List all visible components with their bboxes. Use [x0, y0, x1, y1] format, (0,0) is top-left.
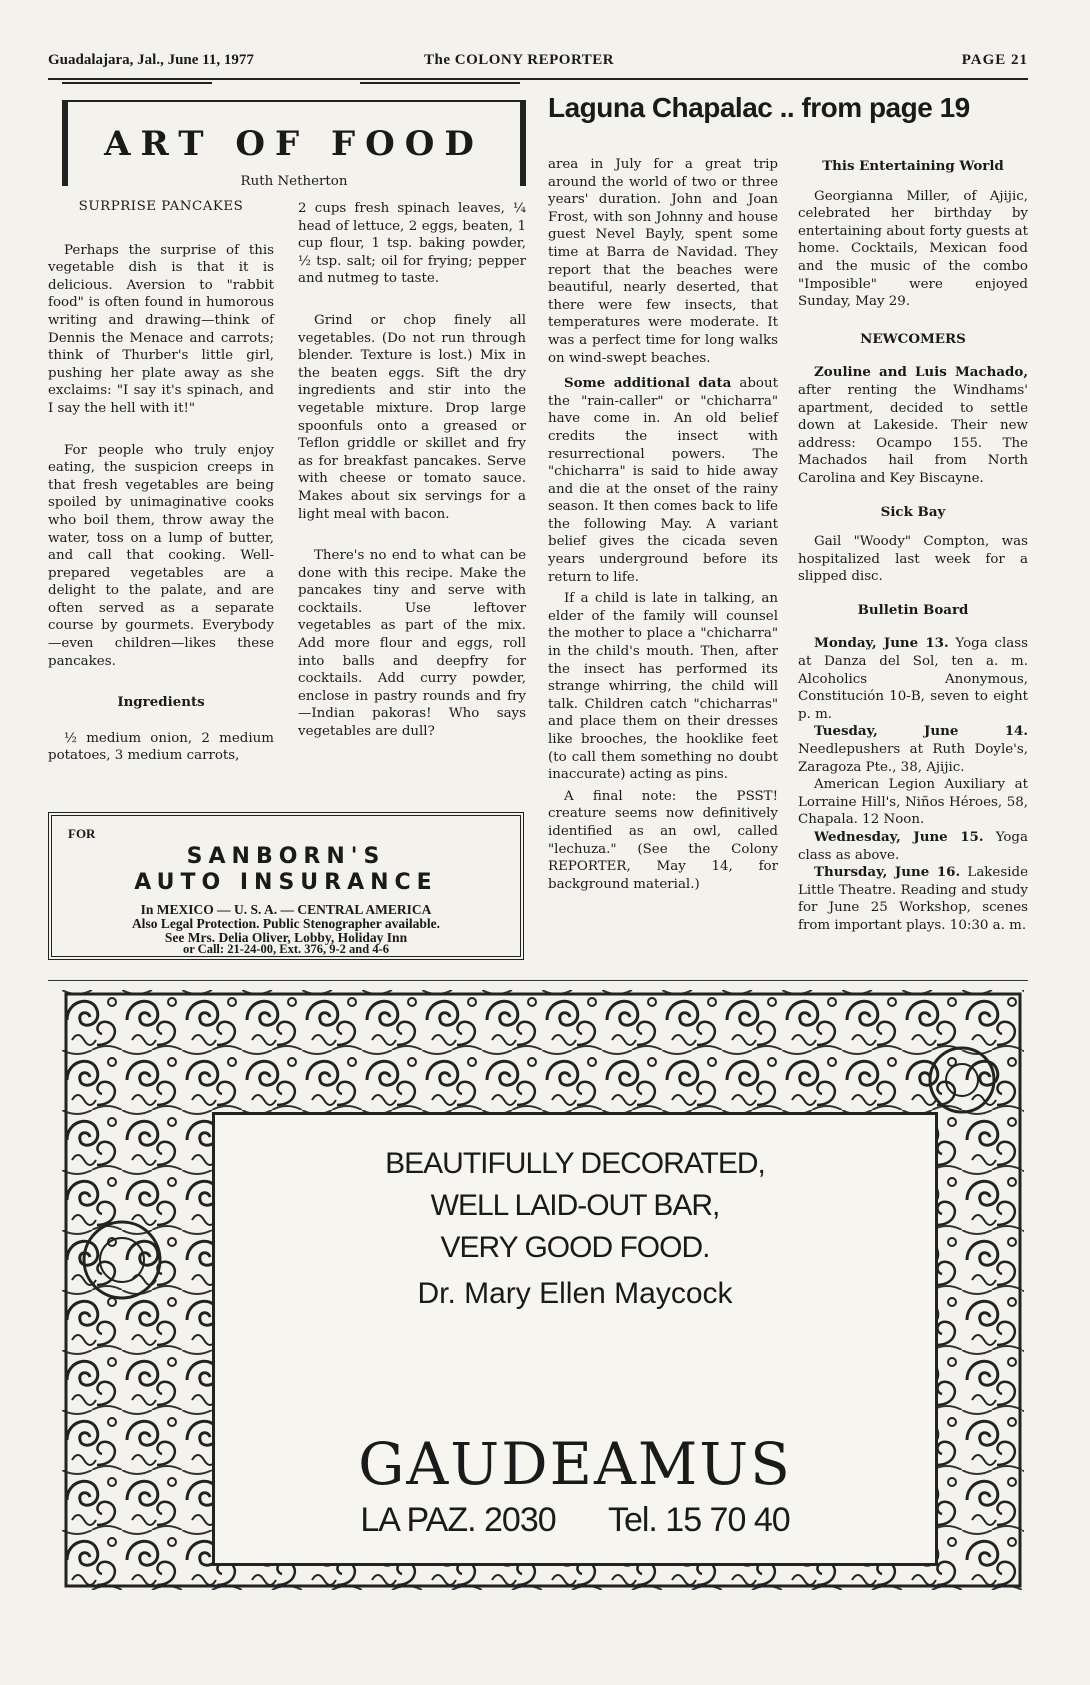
paragraph: 2 cups fresh spinach leaves, ¼ head of lettuce, 2 eggs, beaten, 1 cup flour, 1 tsp. baking powder, ½ tsp. salt; oil for frying; pepper and nutmeg to taste.	[298, 201, 526, 287]
laguna-headline: Laguna Chapalac .. from page 19	[548, 92, 970, 123]
paragraph: There's no end to what can be done with this recipe. Make the pancakes tiny and serve with cocktails. Use leftover vegetables as part of the mix. Add more flour and eggs, roll into balls and deepfry for cocktails. Add curry powder, enclose in pastry rounds and fry—Indian pakoras! Who says vegetables are dull?	[298, 548, 526, 740]
sanborns-ad	[48, 812, 524, 960]
byline-rule-left	[62, 82, 212, 84]
bulletin-text: Yoga class as above.	[798, 830, 1028, 863]
paragraph: A final note: the PSST! creature seems now definitively identified as an owl, called "lechuza." (See the Colony REPORTER, May 14, for background material.)	[548, 788, 778, 892]
ad-company-name: SANBORN'S	[186, 844, 386, 869]
ad-phone: Tel. 15 70 40	[607, 1501, 790, 1539]
paper-name: The COLONY REPORTER	[424, 52, 615, 68]
paragraph-lead: Some additional data	[564, 375, 732, 392]
ad-slogan: WELL LAID-OUT BAR,	[430, 1189, 720, 1222]
bulletin-item	[798, 723, 1028, 776]
art-of-food-column-1	[48, 196, 274, 777]
bulletin-date: Wednesday, June 15.	[814, 829, 984, 845]
paragraph: area in July for a great trip around the world of two or three years' duration. John and Joan Frost, with son Johnny and house guest Nevel Bayly, spent some time at Barra de Navidad. They report that the beaches were beautiful, nearly deserted, that there were few insects, that temperatures were moderate. It was a perfect time for long walks on wind-swept beaches.	[548, 157, 778, 366]
ad-slogan: BEAUTIFULLY DECORATED,	[385, 1147, 765, 1180]
byline-rule-right	[360, 82, 520, 84]
masthead	[48, 52, 1028, 80]
page-number: PAGE 21	[961, 52, 1028, 68]
paragraph: Gail "Woody" Compton, was hospitalized last week for a slipped disc.	[798, 534, 1028, 585]
ad-restaurant-name: GAUDEAMUS	[358, 1430, 792, 1498]
ad-line: or Call: 21-24-00, Ext. 376, 9-2 and 4-6	[182, 942, 389, 956]
bulletin-item	[798, 635, 1028, 723]
bulletin-item: American Legion Auxiliary at Lorraine Hill's, Niños Héroes, 58, Chapala. 12 Noon.	[798, 777, 1028, 828]
bulletin-date: Thursday, June 16.	[814, 864, 961, 881]
paragraph: Perhaps the surprise of this vegetable dish is that it is delicious. Aversion to "rabbit food" is often found in humorous writing and drawing—think of Dennis the Menace and carrots; think of Thurber's little girl, pushing her plate away as she exclaims: "I say it's spinach, and I say the hell with it!"	[48, 242, 274, 416]
paragraph-body: about the "rain-caller" or "chicharra" have come in. An old belief credits the insect with resurrectional powers. The "chicharra" is said to hide away and die at the onset of the rainy season. It then comes back to life the following May. A variant belief gives the cicada seven years underground before its return to life.	[548, 376, 778, 585]
ad-credit: Dr. Mary Ellen Maycock	[417, 1277, 733, 1310]
bulletin-item	[798, 864, 1028, 934]
paragraph-body: after renting the Windhams' apartment, decided to settle down at Lakeside. Their new address: Ocampo 155. The Machados hail from North Carolina and Key Biscayne.	[798, 382, 1028, 486]
art-of-food-title: ART OF FOOD	[104, 124, 484, 164]
ad-line: Also Legal Protection. Public Stenographer available.	[131, 916, 441, 931]
art-of-food-header	[62, 100, 526, 189]
section-heading: NEWCOMERS	[860, 330, 966, 347]
ingredients-heading: Ingredients	[117, 694, 205, 711]
section-heading: Sick Bay	[880, 503, 946, 520]
paragraph: For people who truly enjoy eating, the suspicion creeps in that fresh vegetables are being spoiled by unimaginative cooks who boil them, throw away the water, toss on a lump of butter, and call that cooking. Well-prepared vegetables are a delight to the palate, and are often served as a separate course by gourmets. Everybody —even children—likes these pancakes.	[48, 442, 274, 669]
ad-contact	[215, 1501, 935, 1540]
bulletin-item	[798, 829, 1028, 864]
art-of-food-byline: Ruth Netherton	[240, 174, 348, 189]
paragraph: If a child is late in talking, an elder of the family will counsel the mother to place a "chicharra" in the child's mouth. Then, after the insect has performed its strange whirring, the child will talk. Children catch "chicharras" and place them on their dresses like brooches, the hooklike feet (to call them something no doubt inaccurate) acting as pins.	[548, 591, 778, 783]
paragraph	[798, 364, 1028, 487]
section-heading: Bulletin Board	[857, 601, 969, 618]
bulletin-date: Monday, June 13.	[814, 635, 949, 652]
ad-line: In MEXICO — U. S. A. — CENTRAL AMERICA	[140, 902, 432, 917]
bulletin-text: Needlepushers at Ruth Doyle's, Zaragoza Pte., 38, Ajijic.	[798, 742, 1028, 775]
art-of-food-column-2	[298, 200, 526, 753]
section-heading: This Entertaining World	[822, 158, 1004, 174]
laguna-column-3	[548, 156, 778, 905]
paragraph: Grind or chop finely all vegetables. (Do not run through blender. Texture is lost.) Mix in the beaten eggs. Sift the dry ingredients and stir into the vegetable mixture. Drop large spoonfuls onto a greased or Teflon griddle or skillet and fry as for breakfast pancakes. Serve with cheese or tomato sauce. Makes about six servings for a light meal with bacon.	[298, 312, 526, 522]
paragraph	[548, 375, 778, 586]
bulletin-date: Tuesday, June 14.	[814, 723, 1028, 740]
ad-product: AUTO INSURANCE	[134, 870, 438, 895]
ad-for-label: FOR	[68, 826, 96, 841]
ad-address: LA PAZ. 2030	[360, 1501, 556, 1539]
paragraph: ½ medium onion, 2 medium potatoes, 3 medium carrots,	[48, 730, 274, 764]
dateline: Guadalajara, Jal., June 11, 1977	[48, 52, 254, 68]
paragraph-lead: Zouline and Luis Machado,	[814, 364, 1028, 381]
gaudeamus-ad	[212, 1112, 938, 1566]
paragraph: Georgianna Miller, of Ajijic, celebrated her birthday by entertaining about forty guests at home. Cocktails, Mexican food and the music of the combo "Imposible" were enjoyed Sunday, May 29.	[798, 188, 1028, 310]
laguna-column-4	[798, 156, 1028, 935]
bulletin-text: Lakeside Little Theatre. Reading and study for June 25 Workshop, scenes from important plays. 10:30 a. m.	[798, 865, 1028, 933]
bulletin-text: Yoga class at Danza del Sol, ten a. m. Alcoholics Anonymous, Constitución 10-B, seven to eight p. m.	[798, 636, 1028, 722]
recipe-heading: SURPRISE PANCAKES	[78, 199, 244, 214]
ad-line: See Mrs. Delia Oliver, Lobby, Holiday Inn	[164, 930, 408, 945]
section-divider	[48, 980, 1028, 981]
ad-slogan: VERY GOOD FOOD.	[440, 1231, 710, 1264]
